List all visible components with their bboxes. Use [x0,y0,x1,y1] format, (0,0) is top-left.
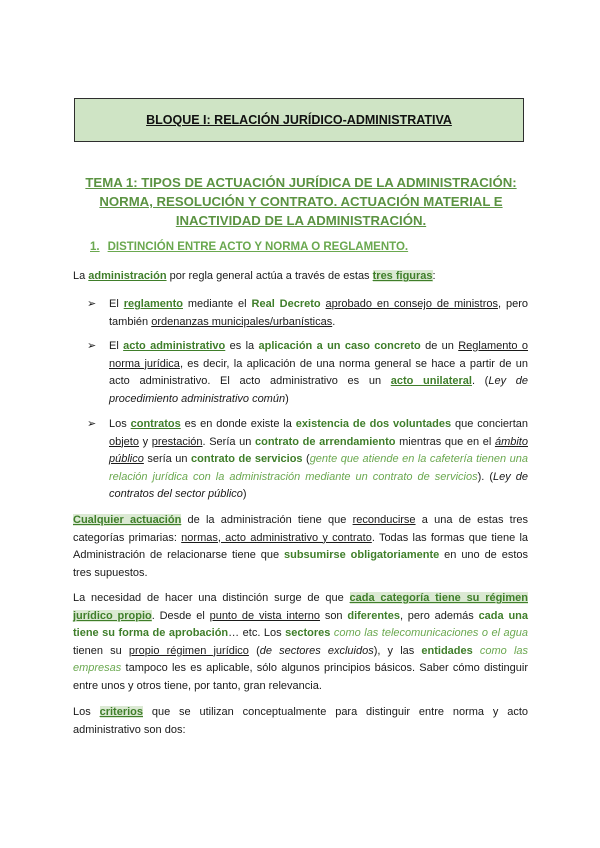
arrow-bullet-icon: ➢ [87,340,97,352]
block-title: BLOQUE I: RELACIÓN JURÍDICO-ADMINISTRATIVA [146,113,452,127]
categories-paragraph: Cualquier actuación de la administración tiene que reconducirse a una de estas tres categorías primarias: normas, acto administrativo y contrato. Todas las formas que tiene la Administración de relacionarse tiene que subsumirse obligatoriamente en uno de estos tres supuestos. [73,514,529,579]
criteria-paragraph: Los criterios que se utilizan conceptualmente para distinguir entre norma y acto administrativo son dos: [73,706,528,736]
bullet-contratos-text: Los contratos es en donde existe la existencia de dos voluntades que conciertan objeto y prestación. Sería un contrato de arrendamiento mientras que en el ámbito público sería un contrato de servicios (gente que atiende en la cafetería tienen una relación jurídica con la administración mediante un contrato de servicios). (Ley de contratos del sector público) [109,418,528,500]
tema-title: TEMA 1: TIPOS DE ACTUACIÓN JURÍDICA DE LA ADMINISTRACIÓN: NORMA, RESOLUCIÓN Y CONTRATO. ACTUACIÓN MATERIAL E INACTIVIDAD DE LA ADMINISTRACIÓN. [85,175,517,228]
section-title: DISTINCIÓN ENTRE ACTO Y NORMA O REGLAMENTO. [107,241,409,253]
block-title-box [74,98,524,142]
list-item [89,296,528,331]
regime-paragraph: La necesidad de hacer una distinción surge de que cada categoría tiene su régimen jurídico propio. Desde el punto de vista interno son diferentes, pero además cada una tiene su forma de aprobación… etc. Los sectores como las telecomunicaciones o el agua tienen su propio régimen jurídico (de sectores excluidos), y las entidades como las empresas tampoco les es aplicable, sólo algunos principios básicos. Saber cómo distinguir entre unos y otros tiene, por tanto, gran relevancia. [73,592,529,692]
section-heading [90,241,530,253]
arrow-bullet-icon: ➢ [87,418,97,430]
section-number: 1. [90,241,100,253]
list-item [89,338,528,408]
bullet-reglamento-text: El reglamento mediante el Real Decreto aprobado en consejo de ministros, pero también ordenanzas municipales/urbanísticas. [109,298,528,328]
intro-paragraph: La administración por regla general actúa a través de estas tres figuras: [73,270,436,282]
list-item [89,416,528,504]
arrow-bullet-icon: ➢ [87,298,97,310]
bullet-acto-text: El acto administrativo es la aplicación a un caso concreto de un Reglamento o norma jurídica, es decir, la aplicación de una norma general se hace a partir de un acto administrativo. El acto administrativo es un acto unilateral. (Ley de procedimiento administrativo común) [109,340,529,405]
